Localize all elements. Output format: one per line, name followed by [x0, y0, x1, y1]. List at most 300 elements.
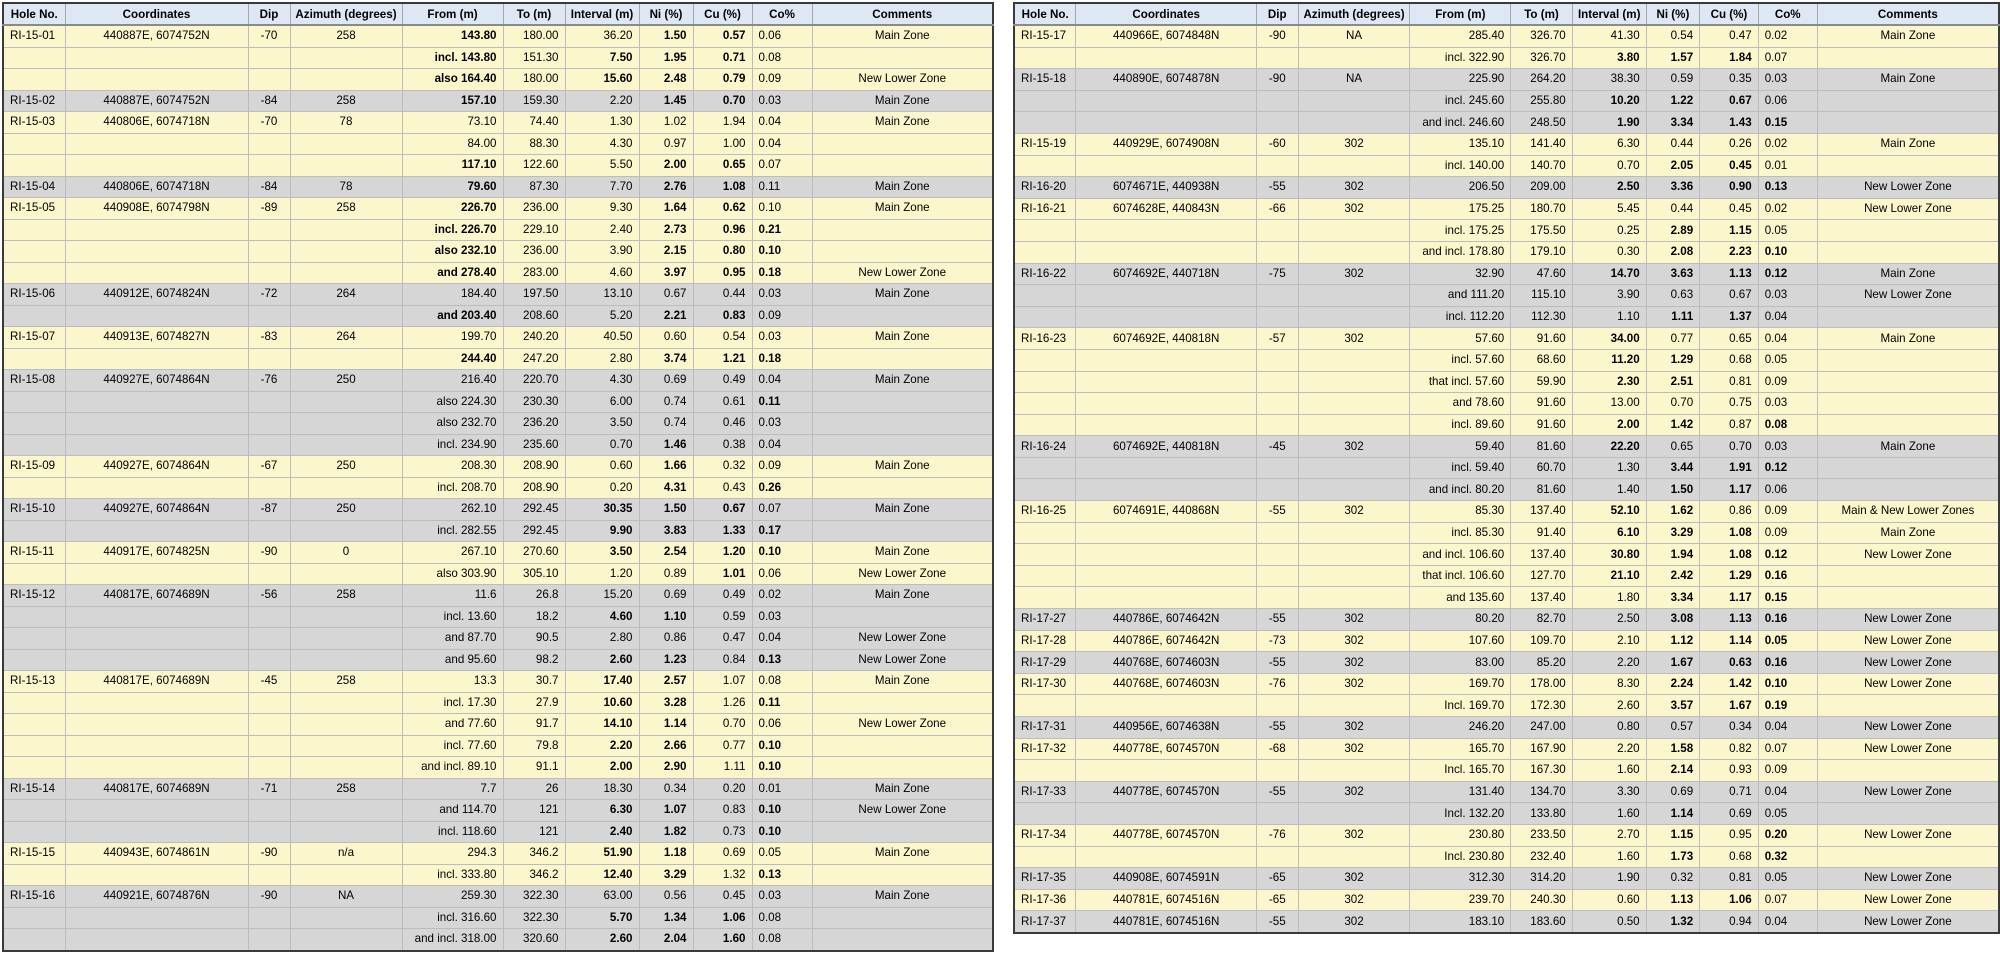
cell-azimuth [1298, 522, 1410, 544]
cell-azimuth: 258 [290, 585, 402, 607]
cell-to: 88.30 [503, 133, 565, 155]
cell-to: 240.30 [1511, 889, 1573, 911]
cell-cu: 1.60 [693, 929, 752, 951]
cell-coordinates [65, 520, 248, 542]
cell-cu: 0.57 [693, 25, 752, 47]
cell-from: and incl. 80.20 [1410, 479, 1511, 501]
cell-dip [1257, 393, 1299, 415]
cell-interval: 1.60 [1572, 803, 1646, 825]
cell-ni: 1.23 [639, 649, 693, 671]
cell-co: 0.03 [752, 327, 812, 349]
cell-coordinates [65, 69, 248, 91]
cell-azimuth: 302 [1298, 177, 1410, 199]
cell-azimuth [1298, 846, 1410, 868]
cell-dip: -90 [1257, 25, 1299, 47]
cell-azimuth [290, 262, 402, 284]
cell-co: 0.07 [1758, 738, 1817, 760]
cell-dip: -76 [1257, 824, 1299, 846]
cell-azimuth: 0 [290, 542, 402, 564]
cell-hole [3, 735, 65, 757]
cell-interval: 3.80 [1572, 47, 1646, 69]
cell-hole: RI-15-11 [3, 542, 65, 564]
cell-coordinates [65, 47, 248, 69]
cell-ni: 3.83 [639, 520, 693, 542]
cell-comment [812, 241, 993, 263]
cell-hole [3, 69, 65, 91]
cell-ni: 2.54 [639, 542, 693, 564]
cell-from: incl. 59.40 [1410, 457, 1511, 479]
cell-cu: 1.14 [1700, 630, 1759, 652]
cell-ni: 0.74 [639, 413, 693, 435]
cell-to: 183.60 [1511, 911, 1573, 933]
cell-azimuth [290, 907, 402, 929]
table-row [1014, 393, 1999, 415]
cell-interval: 2.20 [1572, 738, 1646, 760]
table-row [3, 69, 993, 91]
cell-azimuth: 302 [1298, 630, 1410, 652]
cell-comment: Main Zone [812, 176, 993, 198]
col-header-coordinates: Coordinates [65, 3, 248, 25]
cell-coordinates [65, 155, 248, 177]
cell-dip [1257, 565, 1299, 587]
cell-to: 87.30 [503, 176, 565, 198]
cell-co: 0.05 [1758, 630, 1817, 652]
cell-ni: 0.97 [639, 133, 693, 155]
cell-hole [1014, 479, 1076, 501]
cell-coordinates [1076, 479, 1257, 501]
cell-dip [1257, 220, 1299, 242]
cell-coordinates: 440817E, 6074689N [65, 778, 248, 800]
table-row [3, 155, 993, 177]
cell-cu: 0.70 [693, 90, 752, 112]
cell-hole [3, 305, 65, 327]
cell-to: 26.8 [503, 585, 565, 607]
cell-azimuth: 258 [290, 778, 402, 800]
cell-azimuth [1298, 414, 1410, 436]
cell-co: 0.02 [1758, 198, 1817, 220]
cell-co: 0.04 [1758, 328, 1817, 350]
cell-comment: Main Zone [812, 198, 993, 220]
cell-interval: 0.80 [1572, 717, 1646, 739]
cell-dip: -60 [1257, 133, 1299, 155]
cell-from: also 232.10 [402, 241, 503, 263]
cell-to: 346.2 [503, 843, 565, 865]
cell-comment: Main Zone [812, 25, 993, 47]
cell-hole [3, 714, 65, 736]
cell-co: 0.03 [752, 284, 812, 306]
cell-hole: RI-15-15 [3, 843, 65, 865]
col-header-to: To (m) [503, 3, 565, 25]
cell-hole: RI-15-18 [1014, 69, 1076, 91]
cell-ni: 1.58 [1646, 738, 1700, 760]
cell-interval: 10.60 [565, 692, 639, 714]
cell-to: 91.60 [1511, 414, 1573, 436]
cell-azimuth [290, 520, 402, 542]
cell-cu: 0.81 [1700, 371, 1759, 393]
cell-co: 0.18 [752, 262, 812, 284]
cell-from: 32.90 [1410, 263, 1511, 285]
cell-from: 294.3 [402, 843, 503, 865]
cell-cu: 0.49 [693, 585, 752, 607]
cell-interval: 4.30 [565, 370, 639, 392]
cell-cu: 1.11 [693, 757, 752, 779]
cell-co: 0.04 [1758, 306, 1817, 328]
cell-co: 0.07 [752, 499, 812, 521]
table-row [3, 284, 993, 306]
cell-hole: RI-15-06 [3, 284, 65, 306]
cell-from: incl. 143.80 [402, 47, 503, 69]
col-header-ni: Ni (%) [1646, 3, 1700, 25]
cell-interval: 14.70 [1572, 263, 1646, 285]
cell-hole [1014, 522, 1076, 544]
cell-ni: 2.73 [639, 219, 693, 241]
cell-azimuth [290, 133, 402, 155]
cell-hole [3, 262, 65, 284]
cell-coordinates: 440768E, 6074603N [1076, 673, 1257, 695]
cell-coordinates [1076, 241, 1257, 263]
table-row [3, 391, 993, 413]
cell-dip: -45 [1257, 436, 1299, 458]
cell-hole: RI-17-27 [1014, 609, 1076, 631]
cell-hole [1014, 393, 1076, 415]
cell-co: 0.09 [1758, 760, 1817, 782]
cell-cu: 0.90 [1700, 177, 1759, 199]
cell-cu: 0.43 [693, 477, 752, 499]
cell-coordinates [65, 821, 248, 843]
cell-from: 183.10 [1410, 911, 1511, 933]
cell-co: 0.10 [752, 757, 812, 779]
cell-coordinates: 440913E, 6074827N [65, 327, 248, 349]
table-row [1014, 285, 1999, 307]
cell-interval: 22.20 [1572, 436, 1646, 458]
cell-from: also 303.90 [402, 563, 503, 585]
table-row [3, 434, 993, 456]
cell-coordinates: 440943E, 6074861N [65, 843, 248, 865]
cell-dip: -75 [1257, 263, 1299, 285]
cell-cu: 0.96 [693, 219, 752, 241]
cell-hole [3, 907, 65, 929]
cell-from: 206.50 [1410, 177, 1511, 199]
cell-ni: 0.60 [639, 327, 693, 349]
cell-interval: 1.20 [565, 563, 639, 585]
table-row [1014, 155, 1999, 177]
cell-from: 107.60 [1410, 630, 1511, 652]
table-row [1014, 501, 1999, 523]
cell-dip [248, 434, 290, 456]
cell-azimuth: NA [1298, 25, 1410, 47]
table-row [3, 520, 993, 542]
cell-dip [248, 241, 290, 263]
cell-comment: New Lower Zone [812, 800, 993, 822]
cell-ni: 0.59 [1646, 69, 1700, 91]
cell-from: incl. 208.70 [402, 477, 503, 499]
cell-dip: -55 [1257, 177, 1299, 199]
cell-hole: RI-17-34 [1014, 824, 1076, 846]
cell-dip: -66 [1257, 198, 1299, 220]
cell-ni: 1.50 [1646, 479, 1700, 501]
header-row [3, 3, 993, 25]
cell-cu: 0.95 [693, 262, 752, 284]
cell-co: 0.10 [752, 735, 812, 757]
cell-coordinates [1076, 457, 1257, 479]
cell-cu: 1.08 [1700, 544, 1759, 566]
cell-coordinates: 440917E, 6074825N [65, 542, 248, 564]
cell-from: 165.70 [1410, 738, 1511, 760]
cell-azimuth [290, 219, 402, 241]
cell-co: 0.04 [1758, 717, 1817, 739]
cell-from: Incl. 132.20 [1410, 803, 1511, 825]
cell-to: 27.9 [503, 692, 565, 714]
cell-coordinates: 440778E, 6074570N [1076, 738, 1257, 760]
cell-from: and 78.60 [1410, 393, 1511, 415]
cell-comment: Main Zone [1817, 328, 1999, 350]
cell-ni: 2.00 [639, 155, 693, 177]
cell-coordinates [65, 413, 248, 435]
cell-comment: Main Zone [812, 886, 993, 908]
cell-ni: 0.44 [1646, 198, 1700, 220]
cell-azimuth: NA [290, 886, 402, 908]
cell-to: 320.60 [503, 929, 565, 951]
cell-cu: 1.43 [1700, 112, 1759, 134]
cell-hole: RI-15-16 [3, 886, 65, 908]
cell-to: 81.60 [1511, 479, 1573, 501]
cell-from: incl. 333.80 [402, 864, 503, 886]
cell-co: 0.13 [752, 864, 812, 886]
cell-comment [812, 520, 993, 542]
cell-hole: RI-16-23 [1014, 328, 1076, 350]
table-row [3, 112, 993, 134]
cell-dip: -72 [248, 284, 290, 306]
cell-to: 151.30 [503, 47, 565, 69]
cell-co: 0.05 [752, 843, 812, 865]
cell-to: 346.2 [503, 864, 565, 886]
cell-coordinates: 6074692E, 440718N [1076, 263, 1257, 285]
cell-azimuth: 302 [1298, 436, 1410, 458]
cell-co: 0.02 [1758, 133, 1817, 155]
cell-azimuth [290, 413, 402, 435]
cell-to: 326.70 [1511, 47, 1573, 69]
col-header-comments: Comments [1817, 3, 1999, 25]
cell-interval: 0.70 [565, 434, 639, 456]
cell-cu: 0.47 [1700, 25, 1759, 47]
cell-co: 0.08 [752, 929, 812, 951]
cell-to: 208.90 [503, 477, 565, 499]
cell-co: 0.16 [1758, 565, 1817, 587]
col-header-hole: Hole No. [1014, 3, 1076, 25]
cell-to: 178.00 [1511, 673, 1573, 695]
col-header-comments: Comments [812, 3, 993, 25]
cell-from: incl. 234.90 [402, 434, 503, 456]
cell-dip [248, 628, 290, 650]
cell-interval: 1.90 [1572, 868, 1646, 890]
cell-dip: -70 [248, 25, 290, 47]
cell-comment: New Lower Zone [812, 69, 993, 91]
cell-coordinates [65, 649, 248, 671]
cell-azimuth: 250 [290, 370, 402, 392]
table-row [3, 585, 993, 607]
cell-interval: 5.50 [565, 155, 639, 177]
cell-dip: -76 [248, 370, 290, 392]
cell-dip [1257, 846, 1299, 868]
cell-azimuth [290, 714, 402, 736]
cell-ni: 1.94 [1646, 544, 1700, 566]
cell-azimuth: 250 [290, 456, 402, 478]
cell-dip [1257, 155, 1299, 177]
cell-comment: New Lower Zone [812, 649, 993, 671]
cell-hole [1014, 220, 1076, 242]
cell-cu: 0.67 [693, 499, 752, 521]
cell-cu: 0.34 [1700, 717, 1759, 739]
cell-from: 79.60 [402, 176, 503, 198]
cell-cu: 1.08 [693, 176, 752, 198]
cell-cu: 0.84 [693, 649, 752, 671]
cell-to: 167.90 [1511, 738, 1573, 760]
table-row [1014, 47, 1999, 69]
cell-from: and incl. 246.60 [1410, 112, 1511, 134]
cell-dip [248, 714, 290, 736]
cell-ni: 1.10 [639, 606, 693, 628]
col-header-hole: Hole No. [3, 3, 65, 25]
cell-hole [3, 692, 65, 714]
cell-hole [3, 155, 65, 177]
cell-azimuth [290, 563, 402, 585]
cell-ni: 2.90 [639, 757, 693, 779]
cell-comment [812, 155, 993, 177]
cell-cu: 1.06 [1700, 889, 1759, 911]
cell-dip [248, 606, 290, 628]
cell-dip [1257, 414, 1299, 436]
cell-interval: 2.10 [1572, 630, 1646, 652]
cell-comment [812, 929, 993, 951]
cell-co: 0.03 [752, 606, 812, 628]
cell-co: 0.04 [1758, 781, 1817, 803]
cell-from: Incl. 165.70 [1410, 760, 1511, 782]
cell-comment: Main Zone [1817, 263, 1999, 285]
cell-cu: 0.46 [693, 413, 752, 435]
cell-cu: 0.65 [1700, 328, 1759, 350]
cell-interval: 2.80 [565, 348, 639, 370]
cell-comment: Main Zone [812, 585, 993, 607]
cell-from: 246.20 [1410, 717, 1511, 739]
cell-hole: RI-15-09 [3, 456, 65, 478]
cell-hole [1014, 306, 1076, 328]
cell-coordinates: 6074692E, 440818N [1076, 328, 1257, 350]
cell-interval: 40.50 [565, 327, 639, 349]
cell-co: 0.04 [752, 628, 812, 650]
cell-interval: 12.40 [565, 864, 639, 886]
cell-comment: New Lower Zone [1817, 630, 1999, 652]
cell-coordinates: 6074628E, 440843N [1076, 198, 1257, 220]
cell-cu: 0.67 [1700, 285, 1759, 307]
cell-cu: 1.94 [693, 112, 752, 134]
cell-ni: 3.63 [1646, 263, 1700, 285]
cell-ni: 2.05 [1646, 155, 1700, 177]
cell-cu: 0.45 [693, 886, 752, 908]
cell-interval: 2.80 [565, 628, 639, 650]
cell-comment [812, 348, 993, 370]
cell-coordinates [1076, 760, 1257, 782]
cell-ni: 0.69 [639, 585, 693, 607]
cell-co: 0.11 [752, 391, 812, 413]
cell-hole: RI-17-35 [1014, 868, 1076, 890]
cell-ni: 0.56 [639, 886, 693, 908]
cell-ni: 1.50 [639, 25, 693, 47]
cell-cu: 1.32 [693, 864, 752, 886]
cell-to: 208.60 [503, 305, 565, 327]
table-row [3, 219, 993, 241]
cell-cu: 0.80 [693, 241, 752, 263]
cell-comment [1817, 371, 1999, 393]
cell-co: 0.11 [752, 176, 812, 198]
cell-ni: 2.66 [639, 735, 693, 757]
cell-dip [248, 391, 290, 413]
cell-comment: New Lower Zone [812, 714, 993, 736]
cell-hole [1014, 565, 1076, 587]
cell-azimuth: 302 [1298, 609, 1410, 631]
cell-to: 82.70 [1511, 609, 1573, 631]
cell-comment: Main Zone [812, 284, 993, 306]
cell-dip [1257, 285, 1299, 307]
cell-from: 199.70 [402, 327, 503, 349]
cell-to: 59.90 [1511, 371, 1573, 393]
cell-ni: 3.08 [1646, 609, 1700, 631]
cell-hole [3, 413, 65, 435]
cell-comment: Main Zone [812, 90, 993, 112]
cell-comment: New Lower Zone [1817, 652, 1999, 674]
cell-to: 248.50 [1511, 112, 1573, 134]
cell-cu: 0.83 [693, 800, 752, 822]
cell-comment: New Lower Zone [1817, 717, 1999, 739]
cell-coordinates [1076, 371, 1257, 393]
cell-dip [248, 262, 290, 284]
cell-cu: 1.13 [1700, 609, 1759, 631]
cell-coordinates [1076, 306, 1257, 328]
cell-comment: Main Zone [812, 327, 993, 349]
cell-azimuth: 250 [290, 499, 402, 521]
cell-comment [1817, 241, 1999, 263]
cell-from: incl. 282.55 [402, 520, 503, 542]
cell-interval: 38.30 [1572, 69, 1646, 91]
cell-co: 0.13 [752, 649, 812, 671]
cell-from: and 135.60 [1410, 587, 1511, 609]
cell-coordinates [1076, 220, 1257, 242]
cell-ni: 2.57 [639, 671, 693, 693]
cell-ni: 3.34 [1646, 587, 1700, 609]
cell-hole [1014, 803, 1076, 825]
cell-hole: RI-15-03 [3, 112, 65, 134]
table-row [1014, 846, 1999, 868]
cell-ni: 1.95 [639, 47, 693, 69]
cell-coordinates: 440956E, 6074638N [1076, 717, 1257, 739]
cell-co: 0.15 [1758, 112, 1817, 134]
cell-azimuth [1298, 544, 1410, 566]
cell-co: 0.17 [752, 520, 812, 542]
cell-hole [1014, 155, 1076, 177]
cell-coordinates [1076, 393, 1257, 415]
cell-interval: 0.60 [1572, 889, 1646, 911]
cell-azimuth [290, 800, 402, 822]
cell-cu: 1.00 [693, 133, 752, 155]
cell-to: 180.00 [503, 25, 565, 47]
cell-to: 314.20 [1511, 868, 1573, 890]
cell-dip [248, 757, 290, 779]
cell-from: 184.40 [402, 284, 503, 306]
cell-co: 0.02 [752, 585, 812, 607]
cell-interval: 3.30 [1572, 781, 1646, 803]
cell-comment [1817, 414, 1999, 436]
cell-coordinates: 440781E, 6074516N [1076, 889, 1257, 911]
cell-comment: New Lower Zone [1817, 911, 1999, 933]
